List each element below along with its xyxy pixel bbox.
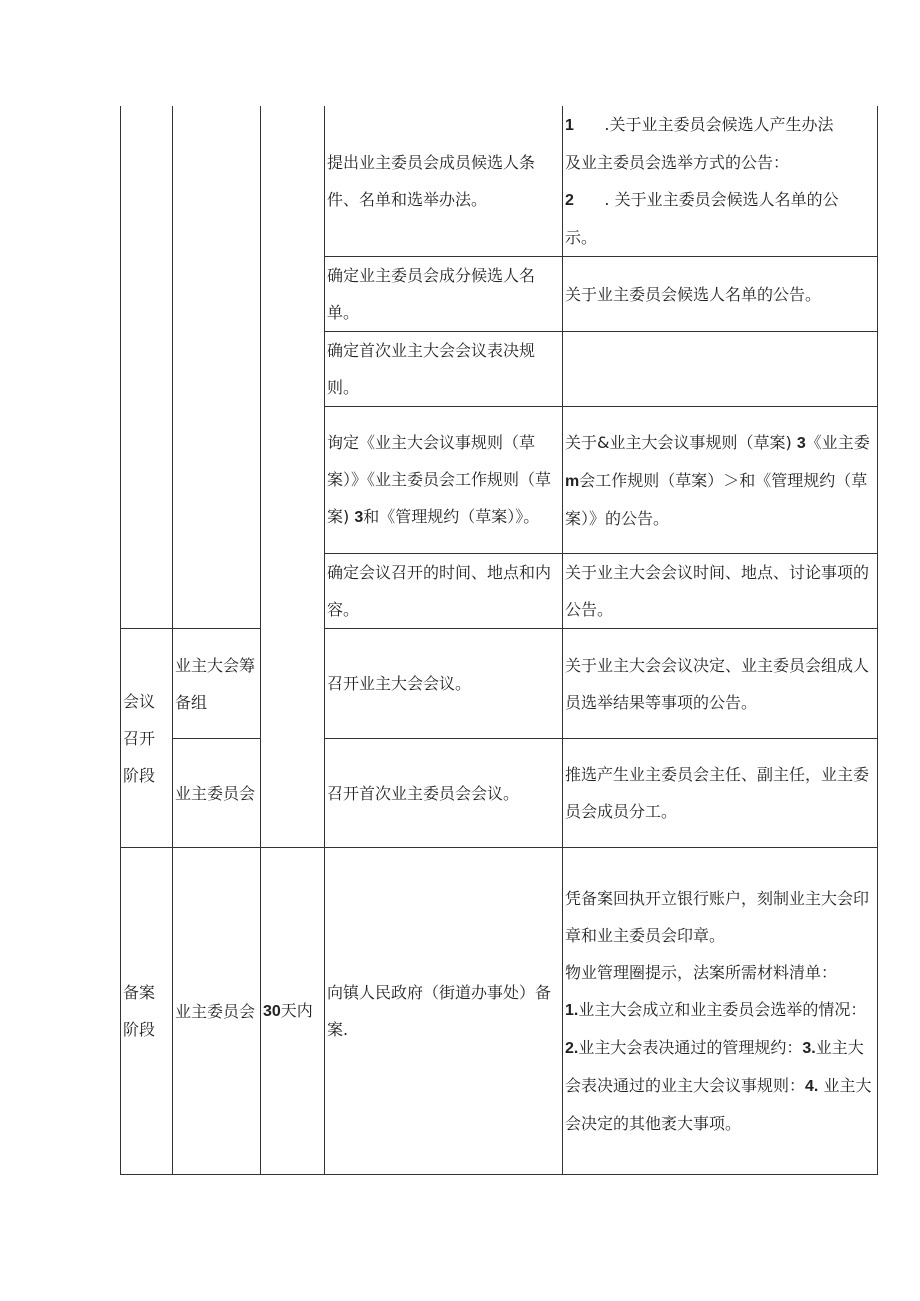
task-cell: 确定首次业主大会会议表决规则。 bbox=[325, 332, 563, 407]
doc-cell: 关于&业主大会议事规则（草案) 3《业主委m会工作规则（草案）＞和《管理规约（草案）》的公告。 bbox=[563, 407, 878, 554]
task-cell: 确定会议召开的时间、地点和内容。 bbox=[325, 554, 563, 629]
org-cell: 业主委员会 bbox=[173, 848, 261, 1175]
org-cell: 业主大会筹备组 bbox=[173, 629, 261, 739]
table-row bbox=[121, 629, 878, 739]
doc-line: 2 . 关于业主委员会候选人名单的公 bbox=[565, 190, 839, 209]
task-cell: 确定业主委员会成分候选人名单。 bbox=[325, 257, 563, 332]
doc-cell bbox=[563, 848, 878, 1175]
task-cell: 提出业主委员会成员候选人条件、名单和选举办法。 bbox=[325, 106, 563, 257]
doc-line: 示。 bbox=[565, 228, 598, 247]
table-row bbox=[121, 848, 878, 1175]
doc-cell: 推选产生业主委员会主任、副主任，业主委员会成员分工。 bbox=[563, 739, 878, 848]
stage-cell: 备案阶段 bbox=[121, 848, 173, 1175]
doc-cell: 关于业主大会会议决定、业主委员会组成人员选举结果等事项的公告。 bbox=[563, 629, 878, 739]
stage-cell bbox=[121, 106, 173, 629]
doc-line: 及业主委员会选举方式的公告： bbox=[565, 153, 790, 172]
doc-list: 1.业主大会成立和业主委员会选举的情况：2.业主大会表决通过的管理规约：3.业主大会表决通过的业主大会议事规则：4. 业主大会决定的其他袤大事项。 bbox=[565, 1000, 872, 1133]
doc-paragraph: 凭备案回执开立银行账户，刻制业主大会印章和业主委员会印章。 bbox=[565, 889, 870, 945]
doc-cell bbox=[563, 332, 878, 407]
doc-line: 1 .关于业主委员会候选人产生办法 bbox=[565, 115, 834, 134]
org-cell: 业主委员会 bbox=[173, 739, 261, 848]
table-row bbox=[121, 739, 878, 848]
task-cell: 召开首次业主委员会会议。 bbox=[325, 739, 563, 848]
doc-cell: 关于业主委员会候选人名单的公告。 bbox=[563, 257, 878, 332]
table-row bbox=[121, 106, 878, 257]
doc-paragraph: 物业管理圈提示，法案所需材料清单： bbox=[565, 963, 838, 982]
doc-cell bbox=[563, 106, 878, 257]
org-cell bbox=[173, 106, 261, 629]
stage-cell: 会议召开阶段 bbox=[121, 629, 173, 848]
procedure-table bbox=[120, 106, 878, 1175]
task-cell: 召开业主大会会议。 bbox=[325, 629, 563, 739]
task-cell: 向镇人民政府（街道办事处）备案. bbox=[325, 848, 563, 1175]
time-cell bbox=[261, 106, 325, 848]
task-cell: 询定《业主大会议事规则（草案）》《业主委员会工作规则（草案) 3和《管理规约（草案）》。 bbox=[325, 407, 563, 554]
doc-cell: 关于业主大会会议时间、地点、讨论事项的公告。 bbox=[563, 554, 878, 629]
time-cell: 30天内 bbox=[261, 848, 325, 1175]
